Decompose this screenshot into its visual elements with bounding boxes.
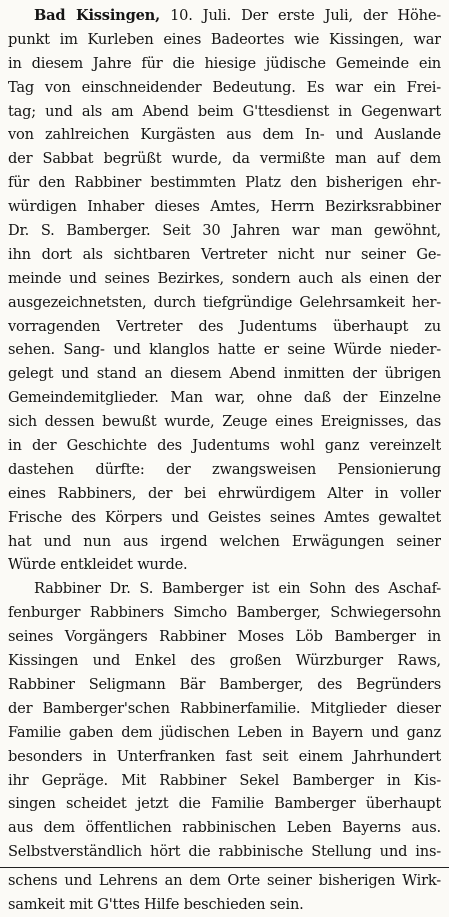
article-line: der Sabbat begrüßt wurde, da vermißte man auf dem (8, 150, 441, 168)
article-line: für den Rabbiner bestimmten Platz den bisherigen ehr- (8, 174, 441, 192)
article-line: Würde entkleidet wurde. (8, 556, 188, 574)
article-line: Rabbiner Dr. S. Bamberger ist ein Sohn des Aschaf- (34, 580, 441, 598)
article-line: Kissingen und Enkel des großen Würzburger Raws, (8, 652, 441, 670)
article-line: fenburger Rabbiners Simcho Bamberger, Schwiegersohn (8, 604, 441, 622)
article-line: meinde und seines Bezirkes, sondern auch als einen der (8, 269, 441, 287)
article-line: Dr. S. Bamberger. Seit 30 Jahren war man gewöhnt, (8, 222, 441, 240)
article-line-1: Bad Kissingen, 10. Juli. Der erste Juli, der Höhe- (34, 7, 441, 24)
article-line: punkt im Kurleben eines Badeortes wie Kissingen, war (8, 30, 441, 48)
article-line: in diesem Jahre für die hiesige jüdische Gemeinde ein (8, 54, 441, 72)
article-line: Gemeindemitglieder. Man war, ohne daß der Einzelne (8, 389, 441, 407)
article-line: ausgezeichnetsten, durch tiefgründige Gelehrsamkeit her- (8, 293, 441, 311)
article-line: der Bamberger'schen Rabbinerfamilie. Mitglieder dieser (8, 699, 441, 717)
column-divider (0, 867, 449, 868)
article-line: samkeit mit G'ttes Hilfe beschieden sein. (8, 895, 304, 913)
article-continuation (8, 869, 441, 917)
article-line: ihr Gepräge. Mit Rabbiner Sekel Bamberger in Kis- (8, 771, 441, 789)
article-column (8, 4, 441, 864)
article-line: gelegt und stand an diesem Abend inmitten der übrigen (8, 365, 441, 383)
dateline-place: Bad Kissingen, (34, 7, 160, 24)
article-line: Frische des Körpers und Geistes seines Amtes gewaltet (8, 508, 441, 526)
article-line: tag; und als am Abend beim G'ttesdienst in Gegenwart (8, 102, 441, 120)
article-line: aus dem öffentlichen rabbinischen Leben Bayerns aus. (8, 819, 441, 837)
article-line: Familie gaben dem jüdischen Leben in Bayern und ganz (8, 723, 441, 741)
article-line: singen scheidet jetzt die Familie Bamberger überhaupt (8, 795, 441, 813)
article-line: Selbstverständlich hört die rabbinische Stellung und ins- (8, 843, 441, 861)
article-line: Tag von einschneidender Bedeutung. Es war ein Frei- (8, 78, 441, 96)
article-line: würdigen Inhaber dieses Amtes, Herrn Bezirksrabbiner (8, 198, 441, 216)
article-line: von zahlreichen Kurgästen aus dem In- und Auslande (8, 126, 441, 144)
article-line: besonders in Unterfranken fast seit einem Jahrhundert (8, 747, 441, 765)
article-line: sich dessen bewußt wurde, Zeuge eines Ereignisses, das (8, 413, 441, 431)
article-line: Rabbiner Seligmann Bär Bamberger, des Begründers (8, 675, 441, 693)
article-line: seines Vorgängers Rabbiner Moses Löb Bamberger in (8, 628, 441, 646)
article-line: schens und Lehrens an dem Orte seiner bisherigen Wirk- (8, 872, 441, 889)
article-line: sehen. Sang- und klanglos hatte er seine Würde nieder- (8, 341, 441, 359)
article-line: in der Geschichte des Judentums wohl ganz vereinzelt (8, 437, 441, 455)
article-line: vorragenden Vertreter des Judentums überhaupt zu (8, 317, 441, 335)
article-line: eines Rabbiners, der bei ehrwürdigem Alter in voller (8, 484, 441, 502)
article-line: dastehen dürfte: der zwangsweisen Pensionierung (8, 460, 441, 478)
article-line: hat und nun aus irgend welchen Erwägungen seiner (8, 532, 441, 550)
article-line: ihn dort als sichtbaren Vertreter nicht nur seiner Ge- (8, 245, 441, 263)
